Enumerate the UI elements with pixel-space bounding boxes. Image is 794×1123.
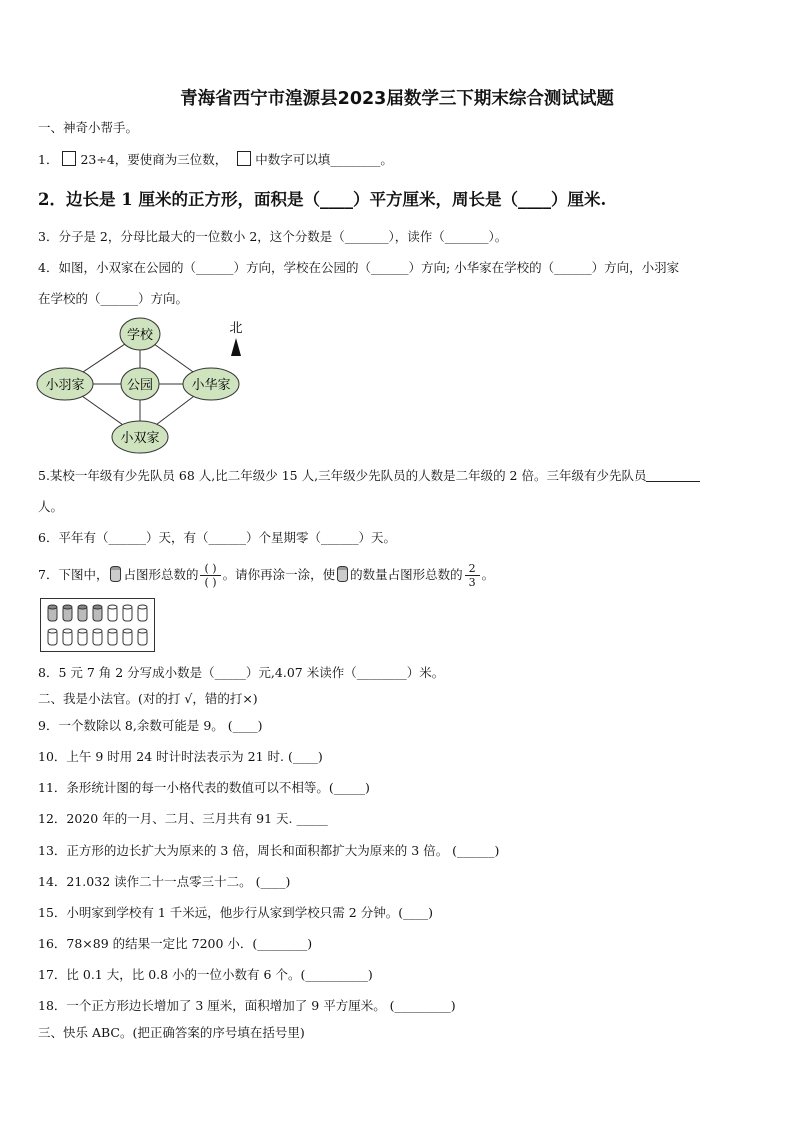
map-node-xiaoyu [37, 368, 93, 400]
question-8: 8．5 元 7 角 2 分写成小数是（_____）元,4.07 米读作（________）米。 [38, 665, 445, 680]
question-6: 6．平年有（______）天，有（______）个星期零（______）天。 [38, 530, 396, 545]
section-1-heading: 一、神奇小帮手。 [38, 120, 139, 135]
map-label-xiaohua: 小华家 [191, 378, 231, 393]
empty-cylinder-icon [63, 629, 72, 645]
empty-cylinder-icon [108, 629, 117, 645]
q7-text-c: 。请你再涂一涂，使 [222, 567, 336, 582]
question-14: 14．21.032 读作二十一点零三十二。 (____) [38, 874, 291, 889]
q1-text-b: 中数字可以填 [255, 152, 331, 167]
shaded-cylinder-icon [93, 605, 102, 621]
shaded-cylinder-icon [337, 566, 348, 582]
page-title: 青海省西宁市湟源县2023届数学三下期末综合测试试题 [180, 89, 614, 109]
shaded-cylinder-icon [78, 605, 87, 621]
q1-blank: ________ [330, 152, 381, 167]
question-12: 12．2020 年的一月、二月、三月共有 91 天. _____ [38, 811, 328, 826]
question-4-line-1: 4．如图，小双家在公园的（______）方向，学校在公园的（______）方向; 小华家在学校的（______）方向，小羽家 [38, 260, 680, 275]
question-7 [38, 560, 494, 590]
question-1 [38, 151, 393, 168]
blank-fraction-numerator: ( ) [200, 562, 220, 576]
question-9: 9．一个数除以 8,余数可能是 9。 (____) [38, 718, 263, 733]
map-label-school: 学校 [126, 328, 154, 343]
q1-number: 1． [38, 152, 59, 167]
map-label-park: 公园 [126, 378, 154, 393]
blank-fraction [200, 562, 220, 589]
q1-end: 。 [380, 152, 393, 167]
cylinder-grid [40, 598, 156, 653]
north-arrow-icon [229, 321, 242, 356]
map-node-xiaohua [183, 368, 239, 400]
empty-cylinder-icon [123, 605, 132, 621]
question-4-line-2: 在学校的（______）方向。 [38, 291, 189, 306]
blank-box [62, 151, 76, 166]
question-17: 17．比 0.1 大，比 0.8 小的一位小数有 6 个。(__________) [38, 967, 373, 982]
direction-map [30, 312, 260, 462]
target-fraction-denominator: 3 [468, 576, 476, 589]
target-fraction [465, 562, 480, 589]
question-18: 18．一个正方形边长增加了 3 厘米，面积增加了 9 平方厘米。 (_________) [38, 998, 456, 1013]
q7-text-d: 的数量占图形总数的 [350, 567, 463, 582]
question-10: 10．上午 9 时用 24 时计时法表示为 21 时. (____) [38, 749, 323, 764]
section-2-heading: 二、我是小法官。(对的打 √，错的打×) [38, 691, 258, 706]
shaded-cylinder-icon [63, 605, 72, 621]
north-label: 北 [229, 321, 243, 336]
question-2: 2．边长是 1 厘米的正方形，面积是（____）平方厘米，周长是（____）厘米. [38, 190, 607, 209]
q7-text-a: 7．下图中， [38, 567, 109, 582]
q7-end: 。 [481, 567, 495, 582]
empty-cylinder-icon [138, 605, 147, 621]
empty-cylinder-icon [93, 629, 102, 645]
map-label-xiaoshuang: 小双家 [120, 431, 160, 446]
question-15: 15．小明家到学校有 1 千米远，他步行从家到学校只需 2 分钟。(____) [38, 905, 433, 920]
empty-cylinder-icon [48, 629, 57, 645]
empty-cylinder-icon [78, 629, 87, 645]
section-3-heading: 三、快乐 ABC。(把正确答案的序号填在括号里) [38, 1025, 305, 1040]
q7-text-b: 占图形总数的 [123, 567, 199, 582]
blank-fraction-denominator: ( ) [204, 576, 217, 589]
blank-box [237, 151, 251, 166]
q5-text: 5.某校一年级有少先队员 68 人,比二年级少 15 人,三年级少先队员的人数是二年级的 2 倍。三年级有少先队员 [38, 468, 647, 483]
q5-answer-line [646, 469, 700, 482]
shaded-cylinder-icon [110, 566, 121, 582]
target-fraction-numerator: 2 [465, 562, 480, 576]
shaded-cylinder-icon [48, 605, 57, 621]
map-label-xiaoyu: 小羽家 [45, 378, 85, 393]
map-node-school [120, 318, 160, 350]
question-5-line-2: 人。 [38, 499, 64, 514]
q1-text-a: 23÷4，要使商为三位数， [80, 152, 228, 167]
map-node-xiaoshuang [112, 421, 168, 453]
question-3: 3．分子是 2，分母比最大的一位数小 2，这个分数是（_______），读作（_______）。 [38, 229, 508, 244]
empty-cylinder-icon [138, 629, 147, 645]
question-16: 16．78×89 的结果一定比 7200 小．(________) [38, 936, 313, 951]
empty-cylinder-icon [108, 605, 117, 621]
empty-cylinder-icon [123, 629, 132, 645]
question-13: 13．正方形的边长扩大为原来的 3 倍，周长和面积都扩大为原来的 3 倍。 (______) [38, 843, 500, 858]
question-11: 11．条形统计图的每一小格代表的数值可以不相等。(_____) [38, 780, 370, 795]
map-node-park [121, 368, 159, 400]
question-5-line-1 [38, 468, 700, 484]
